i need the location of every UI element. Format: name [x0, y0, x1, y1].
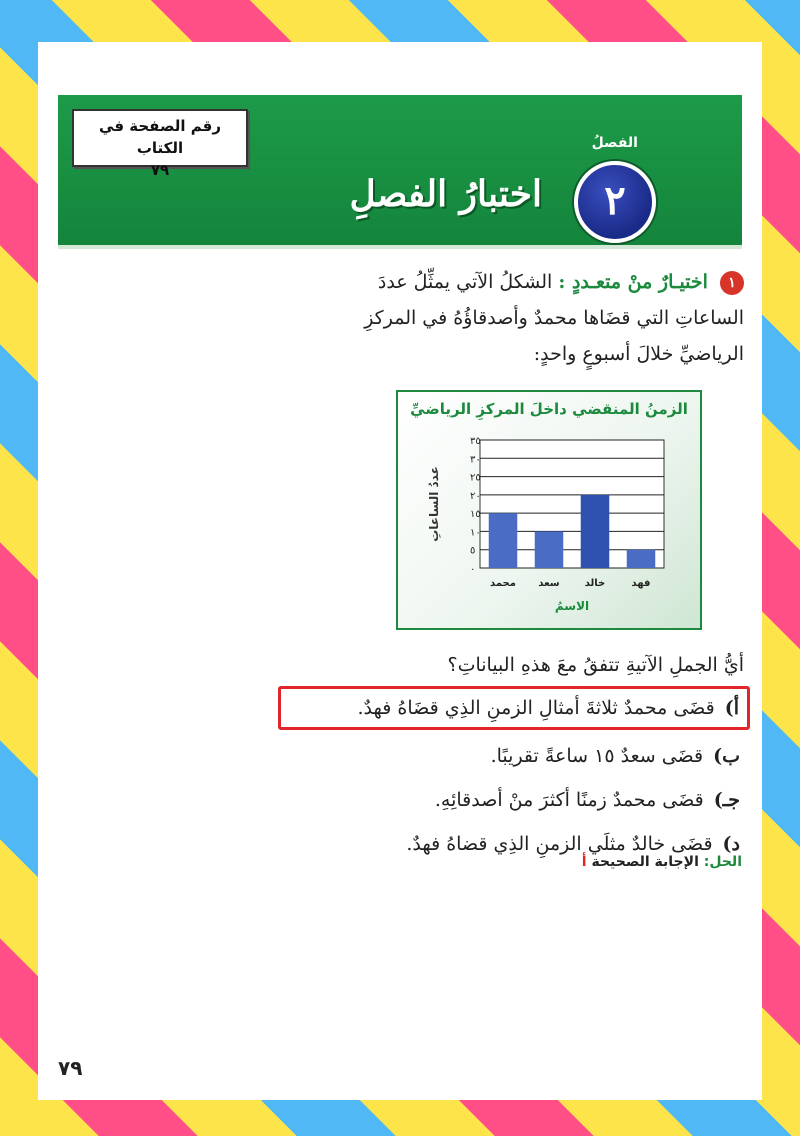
y-tick-label: ١٠: [470, 527, 481, 539]
choices-block: [278, 644, 744, 866]
y-tick-label: ٣٥: [470, 436, 481, 447]
chart-title: الزمنُ المنقضي داخلَ المركزِ الرياضيِّ: [410, 400, 688, 418]
y-tick-label: ١٥: [470, 509, 481, 521]
question-text: الشكلُ الآتي يمثِّلُ عددَ الساعاتِ التي قضَاها محمدٌ وأصدقاؤُهُ في المركزِ الرياضيِّ خلالَ أسبوعٍ واحدٍ:: [364, 271, 744, 365]
y-tick-label: ٢٠: [470, 490, 481, 502]
choice-text: قضَى سعدٌ ١٥ ساعةً تقريبًا.: [490, 745, 704, 767]
x-tick-label: فهد: [631, 578, 651, 589]
page-number: ٧٩: [58, 1056, 83, 1080]
chart-canvas: [398, 392, 700, 628]
worksheet-page: [38, 42, 762, 1100]
choice-a[interactable]: [278, 686, 750, 730]
choice-letter: جـ): [713, 789, 740, 811]
solution-line: [582, 854, 742, 870]
book-page-box: [72, 109, 248, 179]
choice-letter: أ): [724, 697, 739, 719]
chapter-banner: [58, 95, 742, 249]
x-tick-label: محمد: [490, 578, 516, 589]
choice-letter: د): [722, 833, 740, 855]
y-tick-label: ٢٥: [470, 472, 481, 484]
bar-4: [627, 550, 656, 568]
solution-text: الإجابة الصحيحة: [591, 854, 699, 870]
choice-text: قضَى محمدٌ زمنًا أكثرَ منْ أصدقائِهِ.: [434, 789, 704, 811]
chapter-title: اختبارُ الفصلِ: [349, 173, 542, 215]
choice-c[interactable]: [278, 778, 744, 822]
y-tick-label: ٠: [470, 564, 476, 575]
choice-letter: ب): [713, 745, 740, 767]
y-tick-label: ٣٠: [470, 454, 481, 466]
choice-text: قضَى خالدٌ مثلَي الزمنِ الذِي قضاهُ فهدٌ.: [406, 833, 713, 855]
bar-2: [535, 531, 564, 568]
book-page-label: رقم الصفحة في الكتاب: [99, 117, 221, 157]
bar-3: [581, 495, 610, 568]
y-tick-label: ٥: [470, 545, 476, 557]
bar-1: [489, 513, 518, 568]
y-axis-label: عددُ الساعاتِ: [427, 466, 441, 542]
question-number: ١: [720, 271, 744, 295]
question-type: اختيـارٌ منْ متعـددٍ :: [558, 271, 708, 293]
choice-b[interactable]: [278, 734, 744, 778]
solution-answer: أ: [581, 854, 587, 870]
choices-stem: أيُّ الجملِ الآتيةِ تتفقُ معَ هذهِ البياناتِ؟: [447, 654, 744, 676]
bar-chart: [396, 390, 702, 630]
chapter-number-badge: ٢: [574, 161, 656, 243]
choice-text: قضَى محمدٌ ثلاثةَ أمثالِ الزمنِ الذِي قضَاهُ فهدٌ.: [357, 697, 715, 719]
x-tick-label: سعد: [538, 578, 560, 589]
x-tick-label: خالد: [584, 578, 606, 589]
question-block: [326, 264, 744, 372]
x-axis-label: الاسمُ: [554, 599, 590, 613]
chapter-label: الفصلُ: [591, 135, 638, 151]
book-page-number: ٧٩: [150, 161, 170, 179]
solution-label: الحل:: [703, 854, 742, 870]
